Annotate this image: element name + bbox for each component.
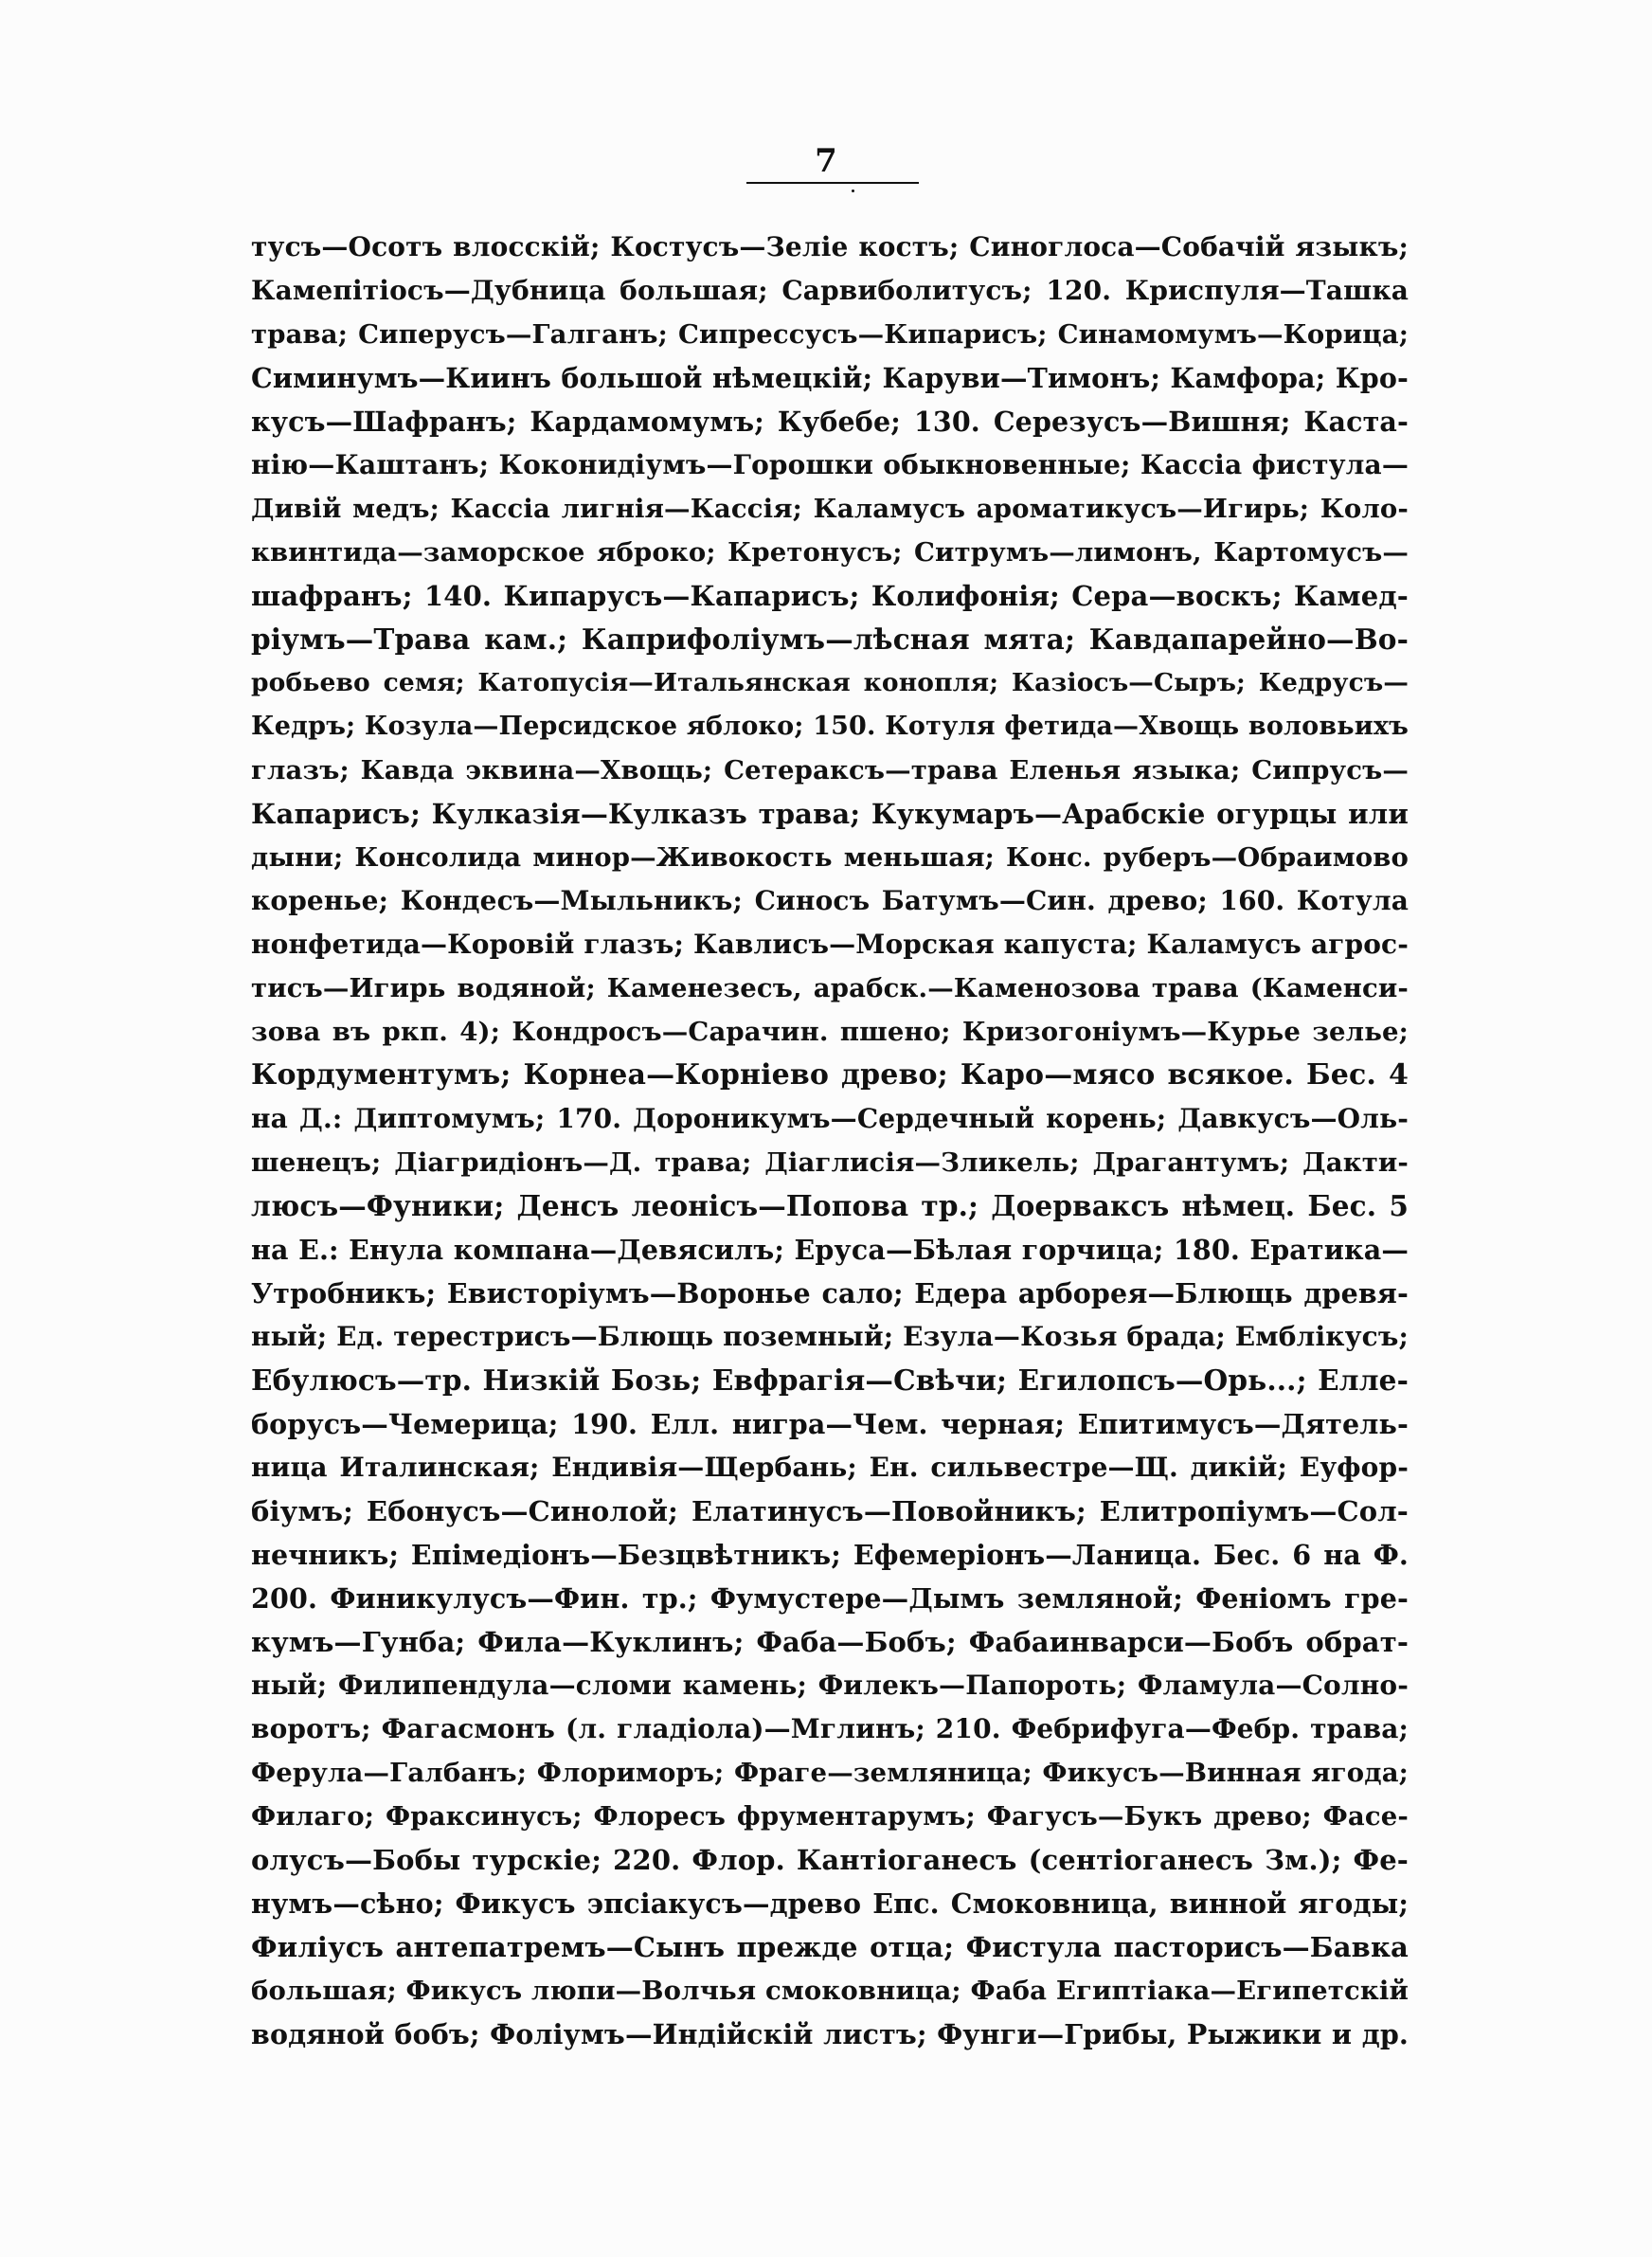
text-line: шенецъ; Діагридіонъ—Д. трава; Діаглисія—Зликель; Драгантумъ; Дакти- [251, 1147, 1409, 1178]
text-line: Филаго; Фраксинусъ; Флоресъ фрументарумъ; Фагусъ—Букъ древо; Фасе- [251, 1801, 1409, 1832]
text-line: на Д.: Диптомумъ; 170. Дороникумъ—Сердечный корень; Давкусъ—Оль- [251, 1103, 1409, 1134]
text-line: біумъ; Ебонусъ—Синолой; Елатинусъ—Повойникъ; Елитропіумъ—Сол- [251, 1495, 1409, 1527]
text-line: нію—Каштанъ; Коконидіумъ—Горошки обыкновенные; Кассіа фистула— [251, 449, 1409, 480]
text-line: Ебулюсъ—тр. Низкій Бозь; Евфрагія—Свѣчи; Егилопсъ—Орь...; Елле- [251, 1363, 1409, 1397]
text-line: воротъ; Фагасмонъ (л. гладіола)—Мглинъ; 210. Фебрифуга—Фебр. трава; [251, 1713, 1409, 1744]
text-line: водяной бобъ; Фоліумъ—Индійскій листъ; Фунги—Грибы, Рыжики и др. [251, 2018, 1409, 2050]
text-line: квинтида—заморское яброко; Кретонусъ; Ситрумъ—лимонъ, Картомусъ— [251, 537, 1409, 568]
page-number: 7 [815, 142, 837, 180]
text-line: 200. Финикулусъ—Фин. тр.; Фумустере—Дымъ земляной; Феніомъ гре- [251, 1582, 1409, 1615]
text-line: Капарисъ; Кулказія—Кулказъ трава; Кукумаръ—Арабскіе огурцы или [251, 798, 1409, 830]
text-line: ріумъ—Трава кам.; Каприфоліумъ—лѣсная мята; Кавдапарейно—Во- [251, 623, 1409, 656]
text-line: робьево семя; Катопусія—Итальянская конопля; Казіосъ—Сыръ; Кедрусъ— [251, 668, 1409, 697]
text-line: Кордументумъ; Корнеа—Корніево древо; Каро—мясо всякое. Бес. 4 [251, 1058, 1409, 1092]
text-line: Дивій медъ; Кассіа лигнія—Кассія; Каламусъ ароматикусъ—Игирь; Коло- [251, 494, 1409, 524]
text-line: Камепітіосъ—Дубница большая; Сарвиболитусъ; 120. Криспуля—Ташка [251, 275, 1409, 306]
text-line: Ферула—Галбанъ; Флориморъ; Фраге—земляница; Фикусъ—Винная ягода; [251, 1758, 1409, 1788]
body-text [251, 226, 1409, 2056]
text-line: ница Италинская; Ендивія—Щербань; Ен. сильвестре—Щ. дикій; Еуфор- [251, 1452, 1409, 1483]
text-line: кусъ—Шафранъ; Кардамомумъ; Кубебе; 130. Серезусъ—Вишня; Каста- [251, 406, 1409, 438]
text-line: Кедръ; Козула—Персидское яблоко; 150. Котуля фетида—Хвощь воловьихъ [251, 712, 1409, 741]
header-rule-dot [852, 190, 854, 192]
text-line: трава; Сиперусъ—Галганъ; Сипрессусъ—Кипарисъ; Синамомумъ—Корица; [251, 319, 1409, 350]
text-line: тисъ—Игирь водяной; Каменезесъ, арабск.—Каменозова трава (Каменси- [251, 973, 1409, 1003]
text-line: ный; Ед. терестрисъ—Блющь поземный; Езула—Козья брада; Емблікусъ; [251, 1321, 1409, 1352]
text-line: Филіусъ антепатремъ—Сынъ прежде отца; Фистула пасторисъ—Бавка [251, 1931, 1409, 1963]
text-line: люсъ—Фуники; Денсъ леонісъ—Попова тр.; Доерваксъ нѣмец. Бес. 5 [251, 1189, 1409, 1222]
text-line: коренье; Кондесъ—Мыльникъ; Синосъ Батумъ—Син. древо; 160. Котула [251, 885, 1409, 916]
text-line: нумъ—сѣно; Фикусъ эпсіакусъ—древо Епс. Смоковница, винной ягоды; [251, 1887, 1409, 1920]
text-line: на Е.: Енула компана—Девясилъ; Еруса—Бѣлая горчица; 180. Ератика— [251, 1234, 1409, 1266]
header-rule [746, 182, 919, 184]
text-line: нонфетида—Коровій глазъ; Кавлисъ—Морская капуста; Каламусъ агрос- [251, 929, 1409, 960]
text-line: зова въ ркп. 4); Кондросъ—Сарачин. пшено; Кризогоніумъ—Курье зелье; [251, 1017, 1409, 1047]
text-line: ный; Филипендула—сломи камень; Филекъ—Папороть; Фламула—Солно- [251, 1670, 1409, 1701]
text-line: глазъ; Кавда эквина—Хвощь; Сетераксъ—трава Еленья языка; Сипрусъ— [251, 755, 1409, 785]
text-line: олусъ—Бобы турскіе; 220. Флор. Кантіоганесъ (сентіоганесъ Зм.); Фе- [251, 1844, 1409, 1876]
text-line: нечникъ; Епімедіонъ—Безцвѣтникъ; Ефемеріонъ—Ланица. Бес. 6 на Ф. [251, 1539, 1409, 1571]
text-line: борусъ—Чемерица; 190. Елл. нигра—Чем. черная; Епитимусъ—Дятель- [251, 1408, 1409, 1440]
text-line: большая; Фикусъ люпи—Волчья смоковница; Фаба Египтіака—Египетскій [251, 1976, 1409, 2006]
text-line: шафранъ; 140. Кипарусъ—Капарисъ; Колифонія; Сера—воскъ; Камед- [251, 580, 1409, 612]
text-line: Утробникъ; Евисторіумъ—Воронье сало; Едера арборея—Блющь древя- [251, 1277, 1409, 1309]
text-line: дыни; Консолида минор—Живокость меньшая; Конс. руберъ—Обраимово [251, 842, 1409, 873]
text-line: Симинумъ—Киинъ большой нѣмецкій; Каруви—Тимонъ; Камфора; Кро- [251, 362, 1409, 394]
text-line: кумъ—Гунба; Фила—Куклинъ; Фаба—Бобъ; Фабаинварси—Бобъ обрат- [251, 1626, 1409, 1658]
text-line: тусъ—Осотъ влосскій; Костусъ—Зеліе костъ; Синоглоса—Собачій языкъ; [251, 231, 1409, 262]
